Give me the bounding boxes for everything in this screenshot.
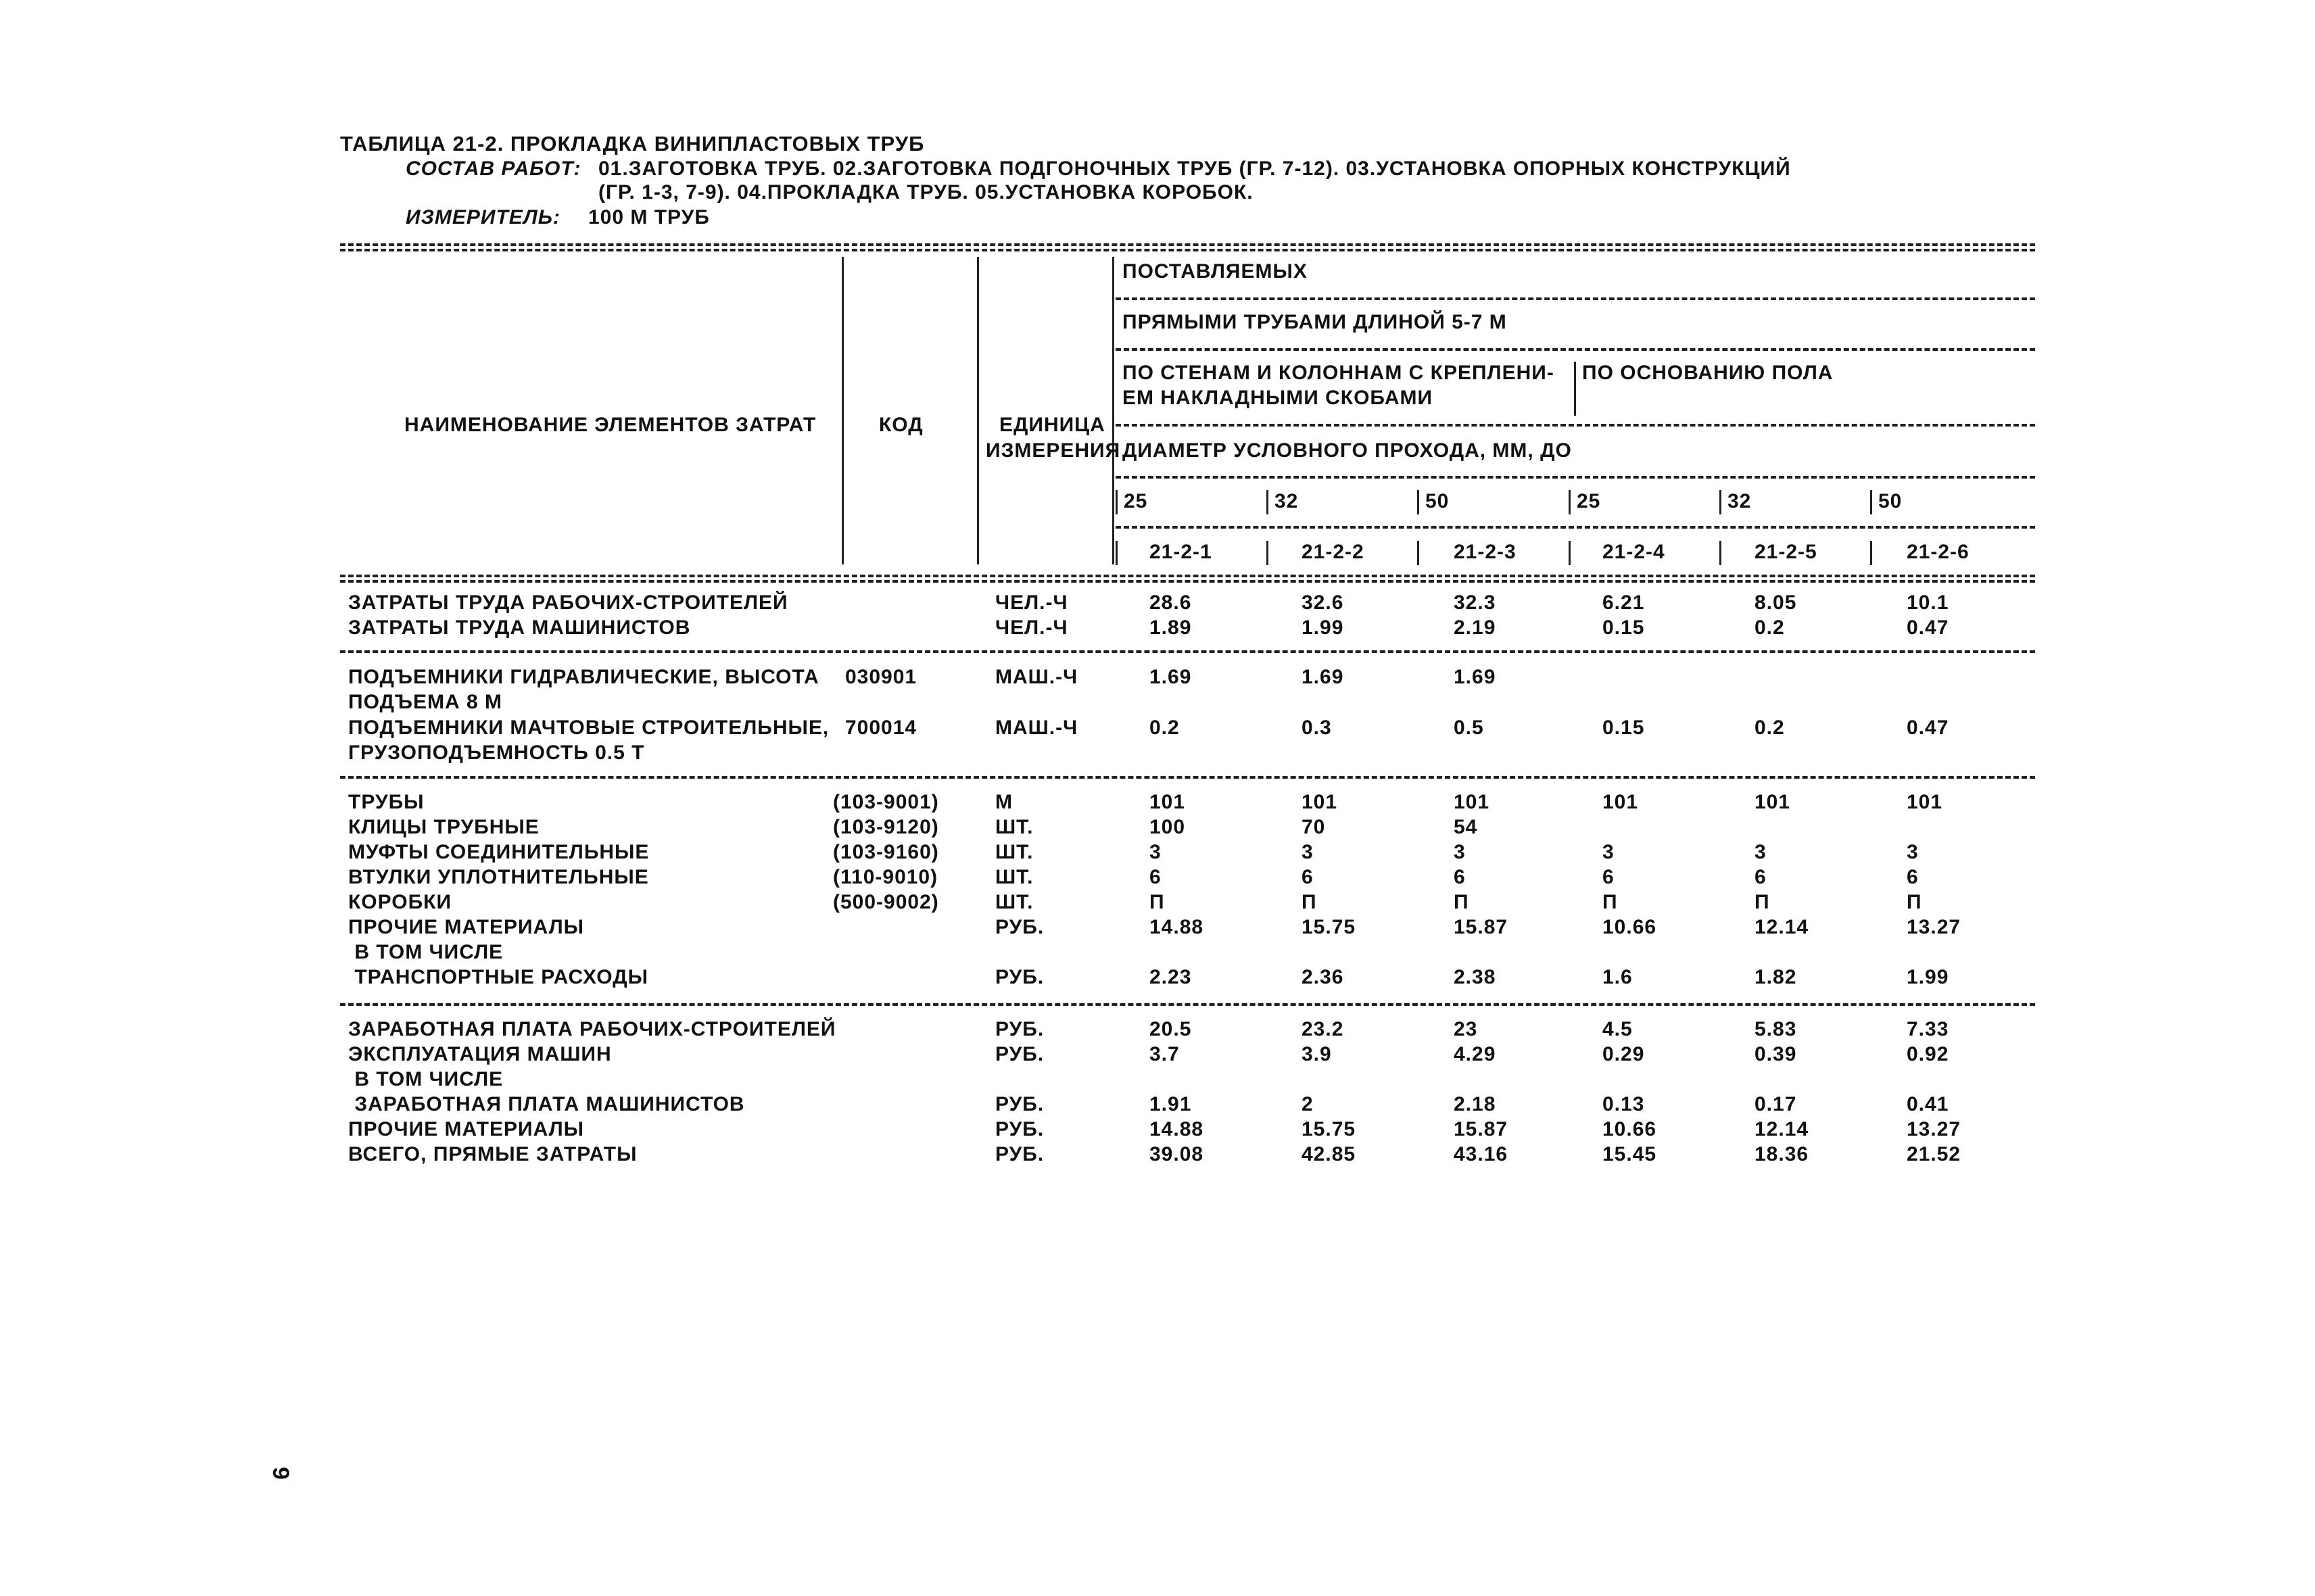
row-value: 3.7 bbox=[1149, 1043, 1180, 1065]
row-value: 4.5 bbox=[1602, 1018, 1633, 1040]
row-name-continued: ГРУЗОПОДЪЕМНОСТЬ 0.5 Т bbox=[348, 742, 645, 764]
row-name: ЗАРАБОТНАЯ ПЛАТА РАБОЧИХ-СТРОИТЕЛЕЙ bbox=[348, 1018, 836, 1040]
diameter-divider bbox=[1417, 490, 1419, 514]
row-name: ЗАТРАТЫ ТРУДА РАБОЧИХ-СТРОИТЕЛЕЙ bbox=[348, 591, 788, 614]
code-divider bbox=[1266, 541, 1268, 565]
row-value: 70 bbox=[1302, 816, 1326, 838]
header-norm-code: 21-2-6 bbox=[1907, 541, 1970, 563]
row-value: 0.47 bbox=[1907, 616, 1949, 639]
group-rule-2 bbox=[340, 776, 2035, 779]
header-norm-code: 21-2-4 bbox=[1602, 541, 1665, 563]
row-value: 6 bbox=[1755, 866, 1767, 888]
measure-value: 100 М ТРУБ bbox=[588, 206, 710, 228]
row-unit: ШТ. bbox=[995, 816, 1034, 838]
row-value: 54 bbox=[1454, 816, 1478, 838]
row-name: ЭКСПЛУАТАЦИЯ МАШИН bbox=[348, 1043, 612, 1065]
header-walls-floor-divider bbox=[1574, 362, 1576, 416]
header-walls-1: ПО СТЕНАМ И КОЛОННАМ С КРЕПЛЕНИ- bbox=[1122, 362, 1554, 384]
row-value: 0.13 bbox=[1602, 1093, 1645, 1115]
header-rule-1 bbox=[1116, 297, 2035, 300]
row-value: 1.69 bbox=[1149, 666, 1192, 688]
row-value: 43.16 bbox=[1454, 1143, 1508, 1165]
header-floor: ПО ОСНОВАНИЮ ПОЛА bbox=[1582, 362, 1834, 384]
row-name: ТРУБЫ bbox=[348, 791, 425, 813]
row-value: 15.45 bbox=[1602, 1143, 1657, 1165]
row-code: (500-9002) bbox=[833, 891, 939, 913]
row-name: ПОДЪЕМНИКИ ГИДРАВЛИЧЕСКИЕ, ВЫСОТА bbox=[348, 666, 819, 688]
row-value: 1.91 bbox=[1149, 1093, 1192, 1115]
code-divider bbox=[1116, 541, 1118, 565]
row-value: 15.87 bbox=[1454, 1118, 1508, 1140]
row-value: 2.38 bbox=[1454, 966, 1496, 988]
row-value: П bbox=[1302, 891, 1317, 913]
row-name: ЗАРАБОТНАЯ ПЛАТА МАШИНИСТОВ bbox=[348, 1093, 745, 1115]
row-unit: МАШ.-Ч bbox=[995, 717, 1078, 739]
row-value: 2 bbox=[1302, 1093, 1314, 1115]
row-unit: М bbox=[995, 791, 1013, 813]
diameter-divider bbox=[1116, 490, 1118, 514]
row-unit: ЧЕЛ.-Ч bbox=[995, 591, 1068, 614]
row-unit: РУБ. bbox=[995, 1093, 1045, 1115]
header-unit-column-1: ЕДИНИЦА bbox=[999, 414, 1105, 436]
row-value: 101 bbox=[1755, 791, 1791, 813]
row-value: 10.66 bbox=[1602, 916, 1657, 938]
row-value: 15.75 bbox=[1302, 916, 1356, 938]
row-value: 10.1 bbox=[1907, 591, 1949, 614]
row-value: 0.39 bbox=[1755, 1043, 1797, 1065]
row-value: 23 bbox=[1454, 1018, 1478, 1040]
row-code: 030901 bbox=[845, 666, 917, 688]
header-diameter-value: 32 bbox=[1727, 490, 1752, 512]
row-unit: ШТ. bbox=[995, 891, 1034, 913]
header-straight-pipes: ПРЯМЫМИ ТРУБАМИ ДЛИНОЙ 5-7 М bbox=[1122, 311, 1507, 333]
row-name: КОРОБКИ bbox=[348, 891, 452, 913]
header-diameter-value: 50 bbox=[1878, 490, 1903, 512]
row-value: 0.29 bbox=[1602, 1043, 1645, 1065]
header-bottom-rule bbox=[340, 575, 2035, 577]
page-number: 9 bbox=[267, 1467, 293, 1480]
row-value: 0.3 bbox=[1302, 717, 1332, 739]
header-walls-2: ЕМ НАКЛАДНЫМИ СКОБАМИ bbox=[1122, 387, 1433, 409]
row-unit: ШТ. bbox=[995, 841, 1034, 863]
header-diameter: ДИАМЕТР УСЛОВНОГО ПРОХОДА, ММ, ДО bbox=[1122, 439, 1572, 462]
header-divider-2 bbox=[977, 257, 979, 564]
row-value: 0.17 bbox=[1755, 1093, 1797, 1115]
table-top-rule bbox=[340, 243, 2035, 246]
row-unit: ШТ. bbox=[995, 866, 1034, 888]
group-rule-3 bbox=[340, 1003, 2035, 1006]
row-value: 101 bbox=[1454, 791, 1490, 813]
row-value: 1.69 bbox=[1302, 666, 1344, 688]
row-value: 32.6 bbox=[1302, 591, 1344, 614]
diameter-divider bbox=[1719, 490, 1721, 514]
row-value: 15.87 bbox=[1454, 916, 1508, 938]
diameter-divider bbox=[1266, 490, 1268, 514]
header-norm-code: 21-2-2 bbox=[1302, 541, 1364, 563]
row-unit: РУБ. bbox=[995, 1043, 1045, 1065]
header-diameter-value: 50 bbox=[1425, 490, 1450, 512]
row-name: ЗАТРАТЫ ТРУДА МАШИНИСТОВ bbox=[348, 616, 691, 639]
header-rule-4 bbox=[1116, 476, 2035, 479]
row-value: 0.5 bbox=[1454, 717, 1484, 739]
row-value: 12.14 bbox=[1755, 916, 1809, 938]
row-value: 1.69 bbox=[1454, 666, 1496, 688]
row-code: (103-9160) bbox=[833, 841, 939, 863]
row-value: 3.9 bbox=[1302, 1043, 1332, 1065]
row-name: ПРОЧИЕ МАТЕРИАЛЫ bbox=[348, 916, 585, 938]
row-unit: МАШ.-Ч bbox=[995, 666, 1078, 688]
header-norm-code: 21-2-3 bbox=[1454, 541, 1517, 563]
row-value: 14.88 bbox=[1149, 1118, 1204, 1140]
row-value: 8.05 bbox=[1755, 591, 1797, 614]
row-value: 12.14 bbox=[1755, 1118, 1809, 1140]
header-diameter-value: 25 bbox=[1124, 490, 1148, 512]
row-name: ПОДЪЕМНИКИ МАЧТОВЫЕ СТРОИТЕЛЬНЫЕ, bbox=[348, 717, 830, 739]
row-value: П bbox=[1149, 891, 1165, 913]
row-value: 3 bbox=[1149, 841, 1162, 863]
row-unit: ЧЕЛ.-Ч bbox=[995, 616, 1068, 639]
header-rule-3 bbox=[1116, 424, 2035, 427]
row-value: 3 bbox=[1907, 841, 1919, 863]
diameter-divider bbox=[1870, 490, 1872, 514]
row-value: 0.15 bbox=[1602, 717, 1645, 739]
row-value: 3 bbox=[1755, 841, 1767, 863]
work-composition-label: СОСТАВ РАБОТ: bbox=[406, 158, 581, 180]
row-unit: РУБ. bbox=[995, 1143, 1045, 1165]
row-value: 6 bbox=[1149, 866, 1162, 888]
row-value: 42.85 bbox=[1302, 1143, 1356, 1165]
header-unit-column-2: ИЗМЕРЕНИЯ bbox=[986, 439, 1121, 462]
row-value: 100 bbox=[1149, 816, 1186, 838]
row-code: 700014 bbox=[845, 717, 917, 739]
row-name: КЛИЦЫ ТРУБНЫЕ bbox=[348, 816, 540, 838]
row-value: 6 bbox=[1907, 866, 1919, 888]
row-value: 0.47 bbox=[1907, 717, 1949, 739]
row-value: 0.92 bbox=[1907, 1043, 1949, 1065]
row-value: 2.23 bbox=[1149, 966, 1192, 988]
header-divider-1 bbox=[842, 257, 844, 564]
row-value: 2.19 bbox=[1454, 616, 1496, 639]
row-value: 13.27 bbox=[1907, 916, 1961, 938]
header-norm-code: 21-2-1 bbox=[1149, 541, 1212, 563]
table-top-rule-2 bbox=[340, 249, 2035, 251]
row-name: В ТОМ ЧИСЛЕ bbox=[348, 1068, 504, 1090]
row-value: 101 bbox=[1602, 791, 1639, 813]
row-value: 3 bbox=[1602, 841, 1615, 863]
row-value: П bbox=[1602, 891, 1618, 913]
header-code-column: КОД bbox=[879, 414, 924, 436]
row-value: 6 bbox=[1602, 866, 1615, 888]
row-value: П bbox=[1907, 891, 1922, 913]
row-value: 7.33 bbox=[1907, 1018, 1949, 1040]
header-rule-2 bbox=[1116, 348, 2035, 351]
table-title: ТАБЛИЦА 21-2. ПРОКЛАДКА ВИНИПЛАСТОВЫХ ТРУБ bbox=[340, 132, 925, 155]
header-diameter-value: 32 bbox=[1274, 490, 1299, 512]
header-norm-code: 21-2-5 bbox=[1755, 541, 1817, 563]
row-value: 101 bbox=[1907, 791, 1943, 813]
row-value: 21.52 bbox=[1907, 1143, 1961, 1165]
header-bottom-rule-2 bbox=[340, 580, 2035, 583]
header-rule-5 bbox=[1116, 526, 2035, 529]
header-supplied: ПОСТАВЛЯЕМЫХ bbox=[1122, 260, 1308, 283]
row-code: (103-9120) bbox=[833, 816, 939, 838]
row-value: 3 bbox=[1302, 841, 1314, 863]
row-code: (103-9001) bbox=[833, 791, 939, 813]
code-divider bbox=[1870, 541, 1872, 565]
group-rule-1 bbox=[340, 650, 2035, 653]
row-value: 20.5 bbox=[1149, 1018, 1192, 1040]
row-value: 13.27 bbox=[1907, 1118, 1961, 1140]
row-value: 39.08 bbox=[1149, 1143, 1204, 1165]
work-composition-line-1: 01.ЗАГОТОВКА ТРУБ. 02.ЗАГОТОВКА ПОДГОНОЧНЫХ ТРУБ (ГР. 7-12). 03.УСТАНОВКА ОПОРНЫХ КОНСТРУКЦИЙ bbox=[598, 158, 1791, 180]
row-code: (110-9010) bbox=[833, 866, 938, 888]
row-value: 1.6 bbox=[1602, 966, 1633, 988]
row-unit: РУБ. bbox=[995, 966, 1045, 988]
row-value: 28.6 bbox=[1149, 591, 1192, 614]
row-value: 2.36 bbox=[1302, 966, 1344, 988]
work-composition-line-2: (ГР. 1-3, 7-9). 04.ПРОКЛАДКА ТРУБ. 05.УСТАНОВКА КОРОБОК. bbox=[598, 181, 1254, 203]
header-name-column: НАИМЕНОВАНИЕ ЭЛЕМЕНТОВ ЗАТРАТ bbox=[404, 414, 817, 436]
row-value: 5.83 bbox=[1755, 1018, 1797, 1040]
row-value: 6 bbox=[1302, 866, 1314, 888]
row-value: 2.18 bbox=[1454, 1093, 1496, 1115]
row-name-continued: ПОДЪЕМА 8 М bbox=[348, 691, 502, 713]
measure-label: ИЗМЕРИТЕЛЬ: bbox=[406, 206, 560, 228]
row-name: В ТОМ ЧИСЛЕ bbox=[348, 941, 504, 963]
row-value: 15.75 bbox=[1302, 1118, 1356, 1140]
row-value: 101 bbox=[1149, 791, 1186, 813]
row-value: 4.29 bbox=[1454, 1043, 1496, 1065]
row-unit: РУБ. bbox=[995, 1118, 1045, 1140]
row-unit: РУБ. bbox=[995, 1018, 1045, 1040]
row-value: 6 bbox=[1454, 866, 1466, 888]
row-name: ПРОЧИЕ МАТЕРИАЛЫ bbox=[348, 1118, 585, 1140]
header-divider-3 bbox=[1112, 257, 1114, 564]
row-value: 0.41 bbox=[1907, 1093, 1949, 1115]
row-value: 0.2 bbox=[1755, 616, 1785, 639]
row-value: 32.3 bbox=[1454, 591, 1496, 614]
row-unit: РУБ. bbox=[995, 916, 1045, 938]
row-value: 1.89 bbox=[1149, 616, 1192, 639]
row-value: 10.66 bbox=[1602, 1118, 1657, 1140]
code-divider bbox=[1569, 541, 1571, 565]
row-value: П bbox=[1755, 891, 1770, 913]
row-value: 6.21 bbox=[1602, 591, 1645, 614]
row-value: 3 bbox=[1454, 841, 1466, 863]
row-name: ТРАНСПОРТНЫЕ РАСХОДЫ bbox=[348, 966, 648, 988]
row-value: 101 bbox=[1302, 791, 1338, 813]
header-diameter-value: 25 bbox=[1577, 490, 1601, 512]
row-name: ВТУЛКИ УПЛОТНИТЕЛЬНЫЕ bbox=[348, 866, 649, 888]
row-value: 14.88 bbox=[1149, 916, 1204, 938]
row-value: 0.2 bbox=[1149, 717, 1180, 739]
row-value: 0.2 bbox=[1755, 717, 1785, 739]
row-value: 1.99 bbox=[1907, 966, 1949, 988]
row-value: 23.2 bbox=[1302, 1018, 1344, 1040]
row-value: П bbox=[1454, 891, 1469, 913]
row-name: МУФТЫ СОЕДИНИТЕЛЬНЫЕ bbox=[348, 841, 650, 863]
diameter-divider bbox=[1569, 490, 1571, 514]
row-value: 18.36 bbox=[1755, 1143, 1809, 1165]
code-divider bbox=[1417, 541, 1419, 565]
code-divider bbox=[1719, 541, 1721, 565]
row-value: 1.99 bbox=[1302, 616, 1344, 639]
row-value: 0.15 bbox=[1602, 616, 1645, 639]
row-value: 1.82 bbox=[1755, 966, 1797, 988]
row-name: ВСЕГО, ПРЯМЫЕ ЗАТРАТЫ bbox=[348, 1143, 638, 1165]
